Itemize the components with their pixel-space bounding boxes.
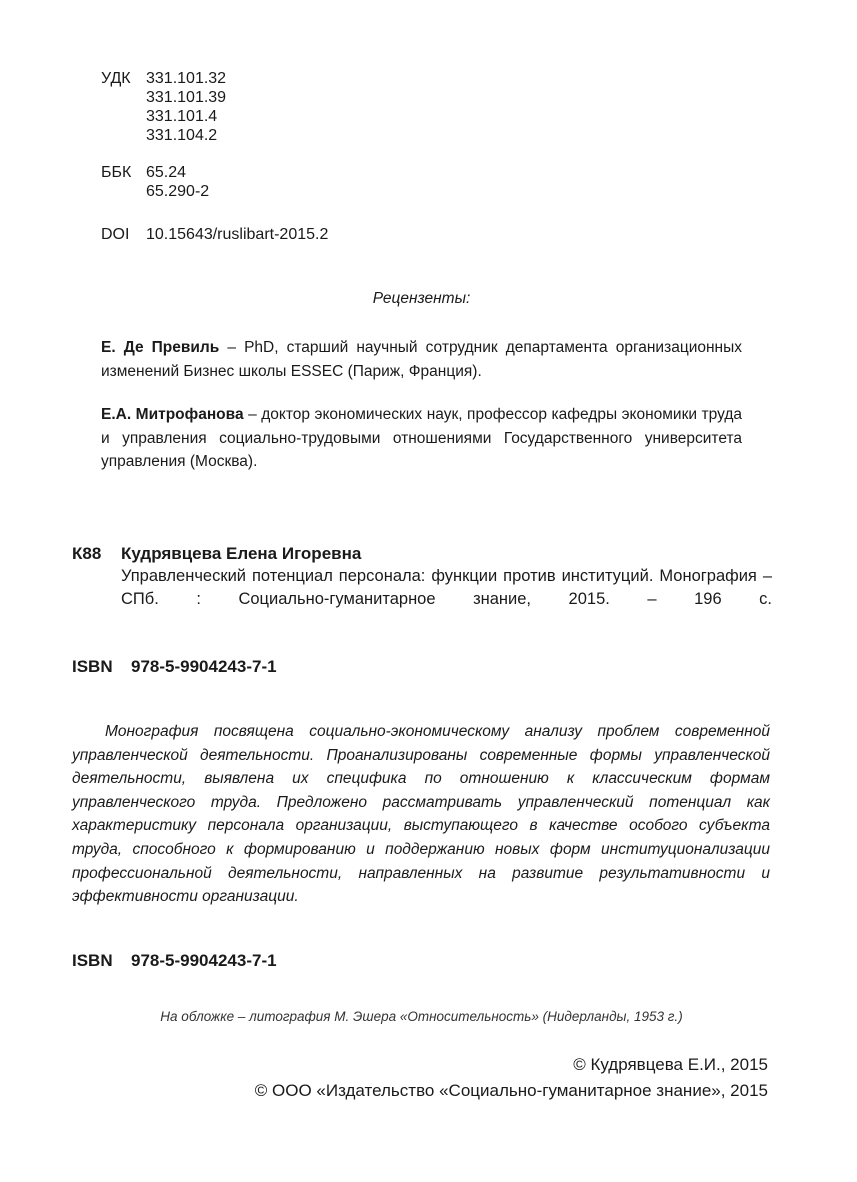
bbk-values (146, 163, 209, 201)
reviewer-name: Е.А. Митрофанова (101, 406, 244, 423)
isbn-label: ISBN (72, 951, 113, 970)
udk-value: 331.104.2 (146, 127, 218, 144)
doi-label: DOI (101, 226, 130, 243)
isbn-value: 978-5-9904243-7-1 (131, 951, 277, 970)
abstract-paragraph: Монография посвящена социально-экономическому анализу проблем современной управленческой деятельности. Проанализированы современные формы управленческой деятельности, выявлена их специфика по отношению к классическим формам управленческого труда. Предложено рассматривать управленческий потенциал как характеристику персонала организации, выступающего в качестве особого субъекта труда, способного к формированию и поддержанию новых форм институционализации профессиональной деятельности, направленных на развитие результативности и эффективности организации. (72, 723, 770, 906)
isbn-top (72, 657, 277, 677)
isbn-bottom (72, 951, 277, 971)
isbn-value: 978-5-9904243-7-1 (131, 657, 277, 676)
reviewer-name: Е. Де Превиль (101, 339, 220, 356)
catalog-description: Управленческий потенциал персонала: функции против институций. Монография – СПб. : Социально-гуманитарное знание, 2015. – 196 с. (121, 567, 772, 608)
catalog-code: К88 (72, 544, 102, 563)
catalog-author: Кудрявцева Елена Игоревна (121, 544, 362, 563)
udk-value: 331.101.4 (146, 108, 218, 125)
copyright-author: © Кудрявцева Е.И., 2015 (573, 1055, 768, 1074)
bbk-label: ББК (101, 164, 132, 181)
reviewer-description: – доктор экономических наук, профессор кафедры экономики труда и управления социально-трудовыми отношениями Государственного университета управления (Москва). (101, 406, 742, 470)
doi-value: 10.15643/ruslibart-2015.2 (146, 226, 329, 243)
udk-value: 331.101.39 (146, 89, 227, 106)
copyright-publisher: © ООО «Издательство «Социально-гуманитарное знание», 2015 (254, 1081, 768, 1100)
cover-note: На обложке – литография М. Эшера «Относительность» (Нидерланды, 1953 г.) (160, 1009, 683, 1024)
reviewer-description: – PhD, старший научный сотрудник департамента организационных изменений Бизнес школы ESSEC (Париж, Франция). (101, 339, 742, 380)
udk-values (146, 69, 226, 145)
udk-value: 331.101.32 (146, 70, 227, 87)
isbn-label: ISBN (72, 657, 113, 676)
reviewers-title: Рецензенты: (372, 290, 471, 307)
bbk-value: 65.24 (146, 164, 187, 181)
bbk-value: 65.290-2 (146, 183, 210, 200)
reviewer-entry (101, 403, 742, 474)
udk-label: УДК (101, 70, 131, 87)
reviewer-entry (101, 336, 742, 383)
doi-values (146, 225, 328, 244)
